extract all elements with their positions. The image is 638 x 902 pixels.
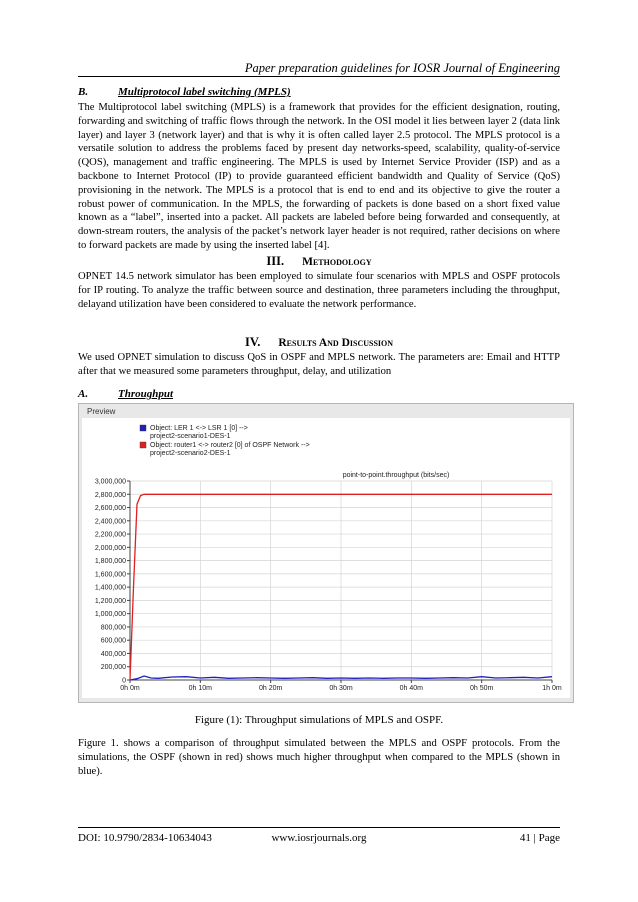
y-tick-label-8: 1,600,000 [94, 571, 126, 579]
footer-doi: DOI: 10.9790/2834-10634043 [78, 832, 212, 844]
y-tick-label-10: 2,000,000 [94, 544, 126, 552]
x-tick-label-4: 0h 40m [399, 685, 424, 692]
preview-label: Preview [87, 407, 116, 416]
figure-paragraph: Figure 1. shows a comparison of throughput simulated between the MPLS and OSPF protocols. From the simulations, the OSPF (shown in red) shows much higher throughput when compared to the MPLS (shown in blue). [78, 738, 560, 777]
throughput-chart [82, 418, 570, 698]
x-tick-label-6: 1h 0m [542, 685, 562, 692]
chart-title: point-to-point.throughput (bits/sec) [342, 472, 450, 479]
section-a-title: Throughput [118, 388, 174, 400]
header-rule [78, 76, 560, 77]
x-tick-label-3: 0h 30m [329, 685, 353, 692]
footer-rule [78, 827, 560, 828]
y-tick-label-15: 3,000,000 [94, 478, 126, 486]
plot-background [82, 418, 570, 698]
y-tick-label-5: 1,000,000 [94, 611, 126, 619]
x-tick-label-5: 0h 50m [469, 685, 494, 692]
y-tick-label-14: 2,800,000 [94, 491, 126, 499]
section-4-paragraph: We used OPNET simulation to discuss QoS in OSPF and MPLS network. The parameters are: Email and HTTP after that we measured some parameters throughput, delay, and utilization [78, 352, 560, 377]
y-tick-label-0: 0 [122, 677, 126, 685]
y-tick-label-1: 200,000 [100, 664, 126, 672]
chart-preview-window [78, 403, 574, 703]
y-tick-label-12: 2,400,000 [94, 518, 126, 526]
section-b-paragraph: The Multiprotocol label switching (MPLS) is a framework that provides for the efficient designation, routing, forwarding and switching of traffic flows through the network. In the OSI model it lies between layer 2 (data link layer) and layer 3 (network layer) and that is why it is often called layer 2.5 protocol. The MPLS protocol is a versatile solution to address the problems faced by present day networks-speed, scalability, quality-of-service (QOS), management and traffic engineering. The MPLS is used by Internet Service Provider (ISP) and as a backbone to Internet Protocol (IP) to provide guaranteed efficient bandwidth and Quality of Service (QoS) provisioning in the network. The MPLS is a protocol that is end to end and its objective to give the router a robust power of communication. In the MPLS, the forwarding of packets is done based on a short fixed value known as a “label”, inserted into a packet. All packets are labeled before being forwarded and consequently, at down-stream routers, the analysis of the packet’s network layer header is not required, rather decisions on where to forward packets are made by using the inserted label [4]. [78, 102, 560, 251]
legend-swatch-1 [140, 442, 146, 448]
legend-swatch-0 [140, 425, 146, 431]
y-tick-label-13: 2,600,000 [94, 505, 126, 513]
section-3-number: III. [266, 254, 285, 268]
section-3-heading [78, 254, 560, 269]
journal-header: Paper preparation guidelines for IOSR Journal of Engineering [244, 61, 560, 75]
y-tick-label-6: 1,200,000 [94, 597, 126, 605]
legend-label-1-line-1: project2-scenario2-DES-1 [150, 450, 231, 457]
section-4-title: Results And Discussion [278, 337, 394, 349]
y-tick-label-7: 1,400,000 [94, 584, 126, 592]
figure-caption: Figure (1): Throughput simulations of MPLS and OSPF. [194, 714, 444, 726]
y-tick-label-9: 1,800,000 [94, 558, 126, 566]
y-tick-label-11: 2,200,000 [94, 531, 126, 539]
x-tick-label-1: 0h 10m [188, 685, 213, 692]
section-3-title: Methodology [302, 256, 372, 268]
section-b-number: B. [78, 86, 89, 98]
y-tick-label-3: 600,000 [100, 637, 126, 645]
section-3-paragraph: OPNET 14.5 network simulator has been employed to simulate four scenarios with MPLS and OSPF protocols for IP routing. To analyze the traffic between source and destination, three parameters including the throughput, delayand utilization have been considered to evaluate the network performance. [78, 271, 560, 310]
legend-label-0-line-1: project2-scenario1-DES-1 [150, 433, 231, 440]
section-b-title: Multiprotocol label switching (MPLS) [118, 86, 291, 98]
legend-label-0-line-0: Object: LER 1 <-> LSR 1 [0] --> [150, 425, 248, 432]
section-a-heading [78, 388, 173, 400]
section-b-heading [78, 86, 291, 98]
y-tick-label-2: 400,000 [100, 650, 126, 658]
y-tick-label-4: 800,000 [100, 624, 126, 632]
x-tick-label-2: 0h 20m [258, 685, 283, 692]
x-tick-label-0: 0h 0m [120, 685, 140, 692]
section-a-number: A. [78, 388, 89, 400]
legend-label-1-line-0: Object: router1 <-> router2 [0] of OSPF Network --> [150, 442, 310, 449]
section-4-heading [78, 335, 560, 350]
section-4-number: IV. [244, 335, 261, 349]
footer-page: 41 | Page [519, 832, 560, 844]
footer-site: www.iosrjournals.org [271, 832, 367, 844]
